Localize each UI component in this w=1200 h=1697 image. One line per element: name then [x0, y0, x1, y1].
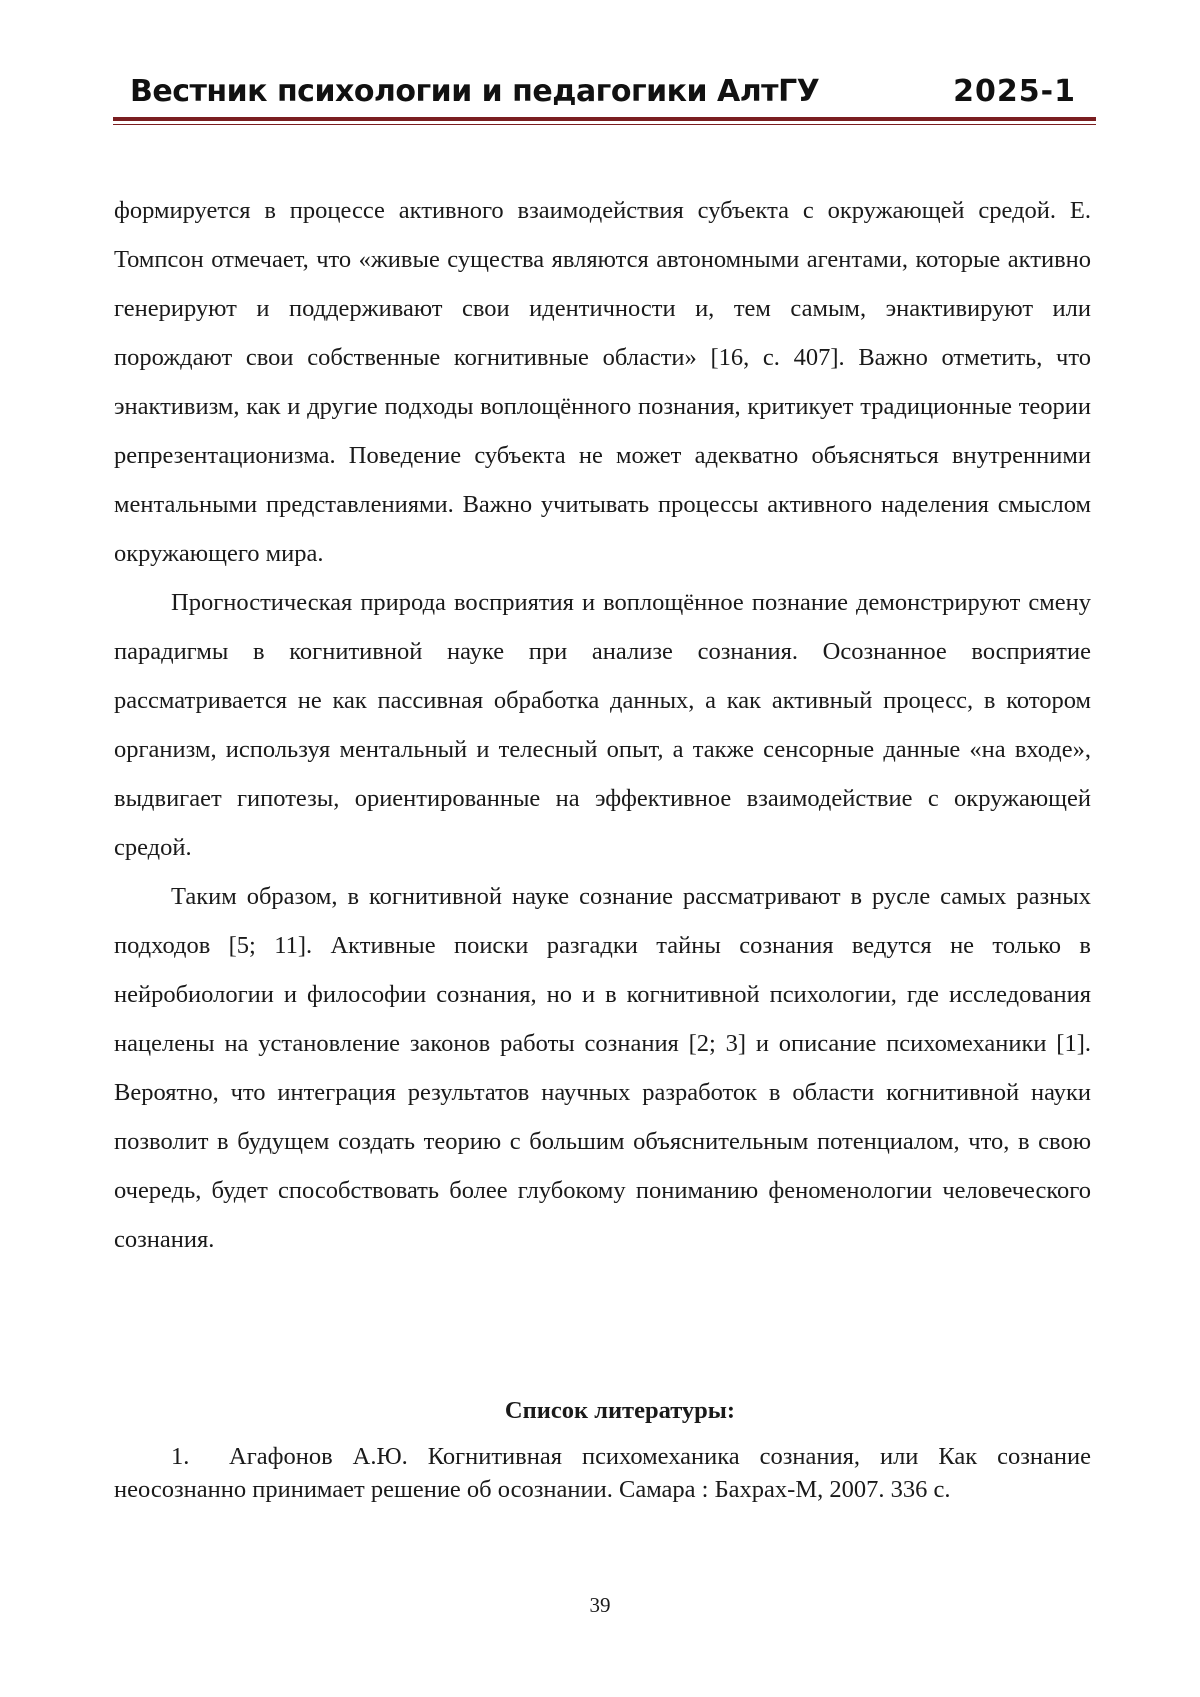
- paragraph-continuation: формируется в процессе активного взаимодействия субъекта с окружающей средой. Е. Томпсон отмечает, что «живые существа являются автономными агентами, которые активно генерируют и поддерживают свои идентичности и, тем самым, энактивируют или порождают свои собственные когнитивные области» [16, с. 407]. Важно отметить, что энактивизм, как и другие подходы воплощённого познания, критикует традиционные теории репрезентационизма. Поведение субъекта не может адекватно объясняться внутренними ментальными представлениями. Важно учитывать процессы активного наделения смыслом окружающего мира.: [114, 197, 1091, 567]
- header-rule-thick: [113, 117, 1096, 121]
- reference-item: [114, 1441, 1091, 1506]
- references-heading: Список литературы:: [504, 1397, 736, 1424]
- references-list: [114, 1441, 1091, 1506]
- paragraph-prediction: Прогностическая природа восприятия и воплощённое познание демонстрируют смену парадигмы в когнитивной науке при анализе сознания. Осознанное восприятие рассматривается не как пассивная обработка данных, а как активный процесс, в котором организм, используя ментальный и телесный опыт, а также сенсорные данные «на входе», выдвигает гипотезы, ориентированные на эффективное взаимодействие с окружающей средой.: [114, 589, 1091, 861]
- journal-title: Вестник психологии и педагогики АлтГУ: [130, 74, 820, 109]
- article-body: [114, 186, 1091, 1264]
- header-rule-thin: [113, 124, 1096, 125]
- reference-text: Агафонов А.Ю. Когнитивная психомеханика сознания, или Как сознание неосознанно принимает решение об осознании. Самара : Бахрах-М, 2007. 336 с.: [114, 1443, 1091, 1503]
- issue-number: 2025-1: [953, 74, 1076, 109]
- paragraph-conclusion: Таким образом, в когнитивной науке сознание рассматривают в русле самых разных подходов [5; 11]. Активные поиски разгадки тайны сознания ведутся не только в нейробиологии и философии сознания, но и в когнитивной психологии, где исследования нацелены на установление законов работы сознания [2; 3] и описание психомеханики [1]. Вероятно, что интеграция результатов научных разработок в области когнитивной науки позволит в будущем создать теорию с большим объяснительным потенциалом, что, в свою очередь, будет способствовать более глубокому пониманию феноменологии человеческого сознания.: [114, 883, 1091, 1253]
- reference-number: 1.: [171, 1443, 190, 1470]
- page-number: 39: [589, 1593, 611, 1617]
- running-header: [113, 74, 1093, 118]
